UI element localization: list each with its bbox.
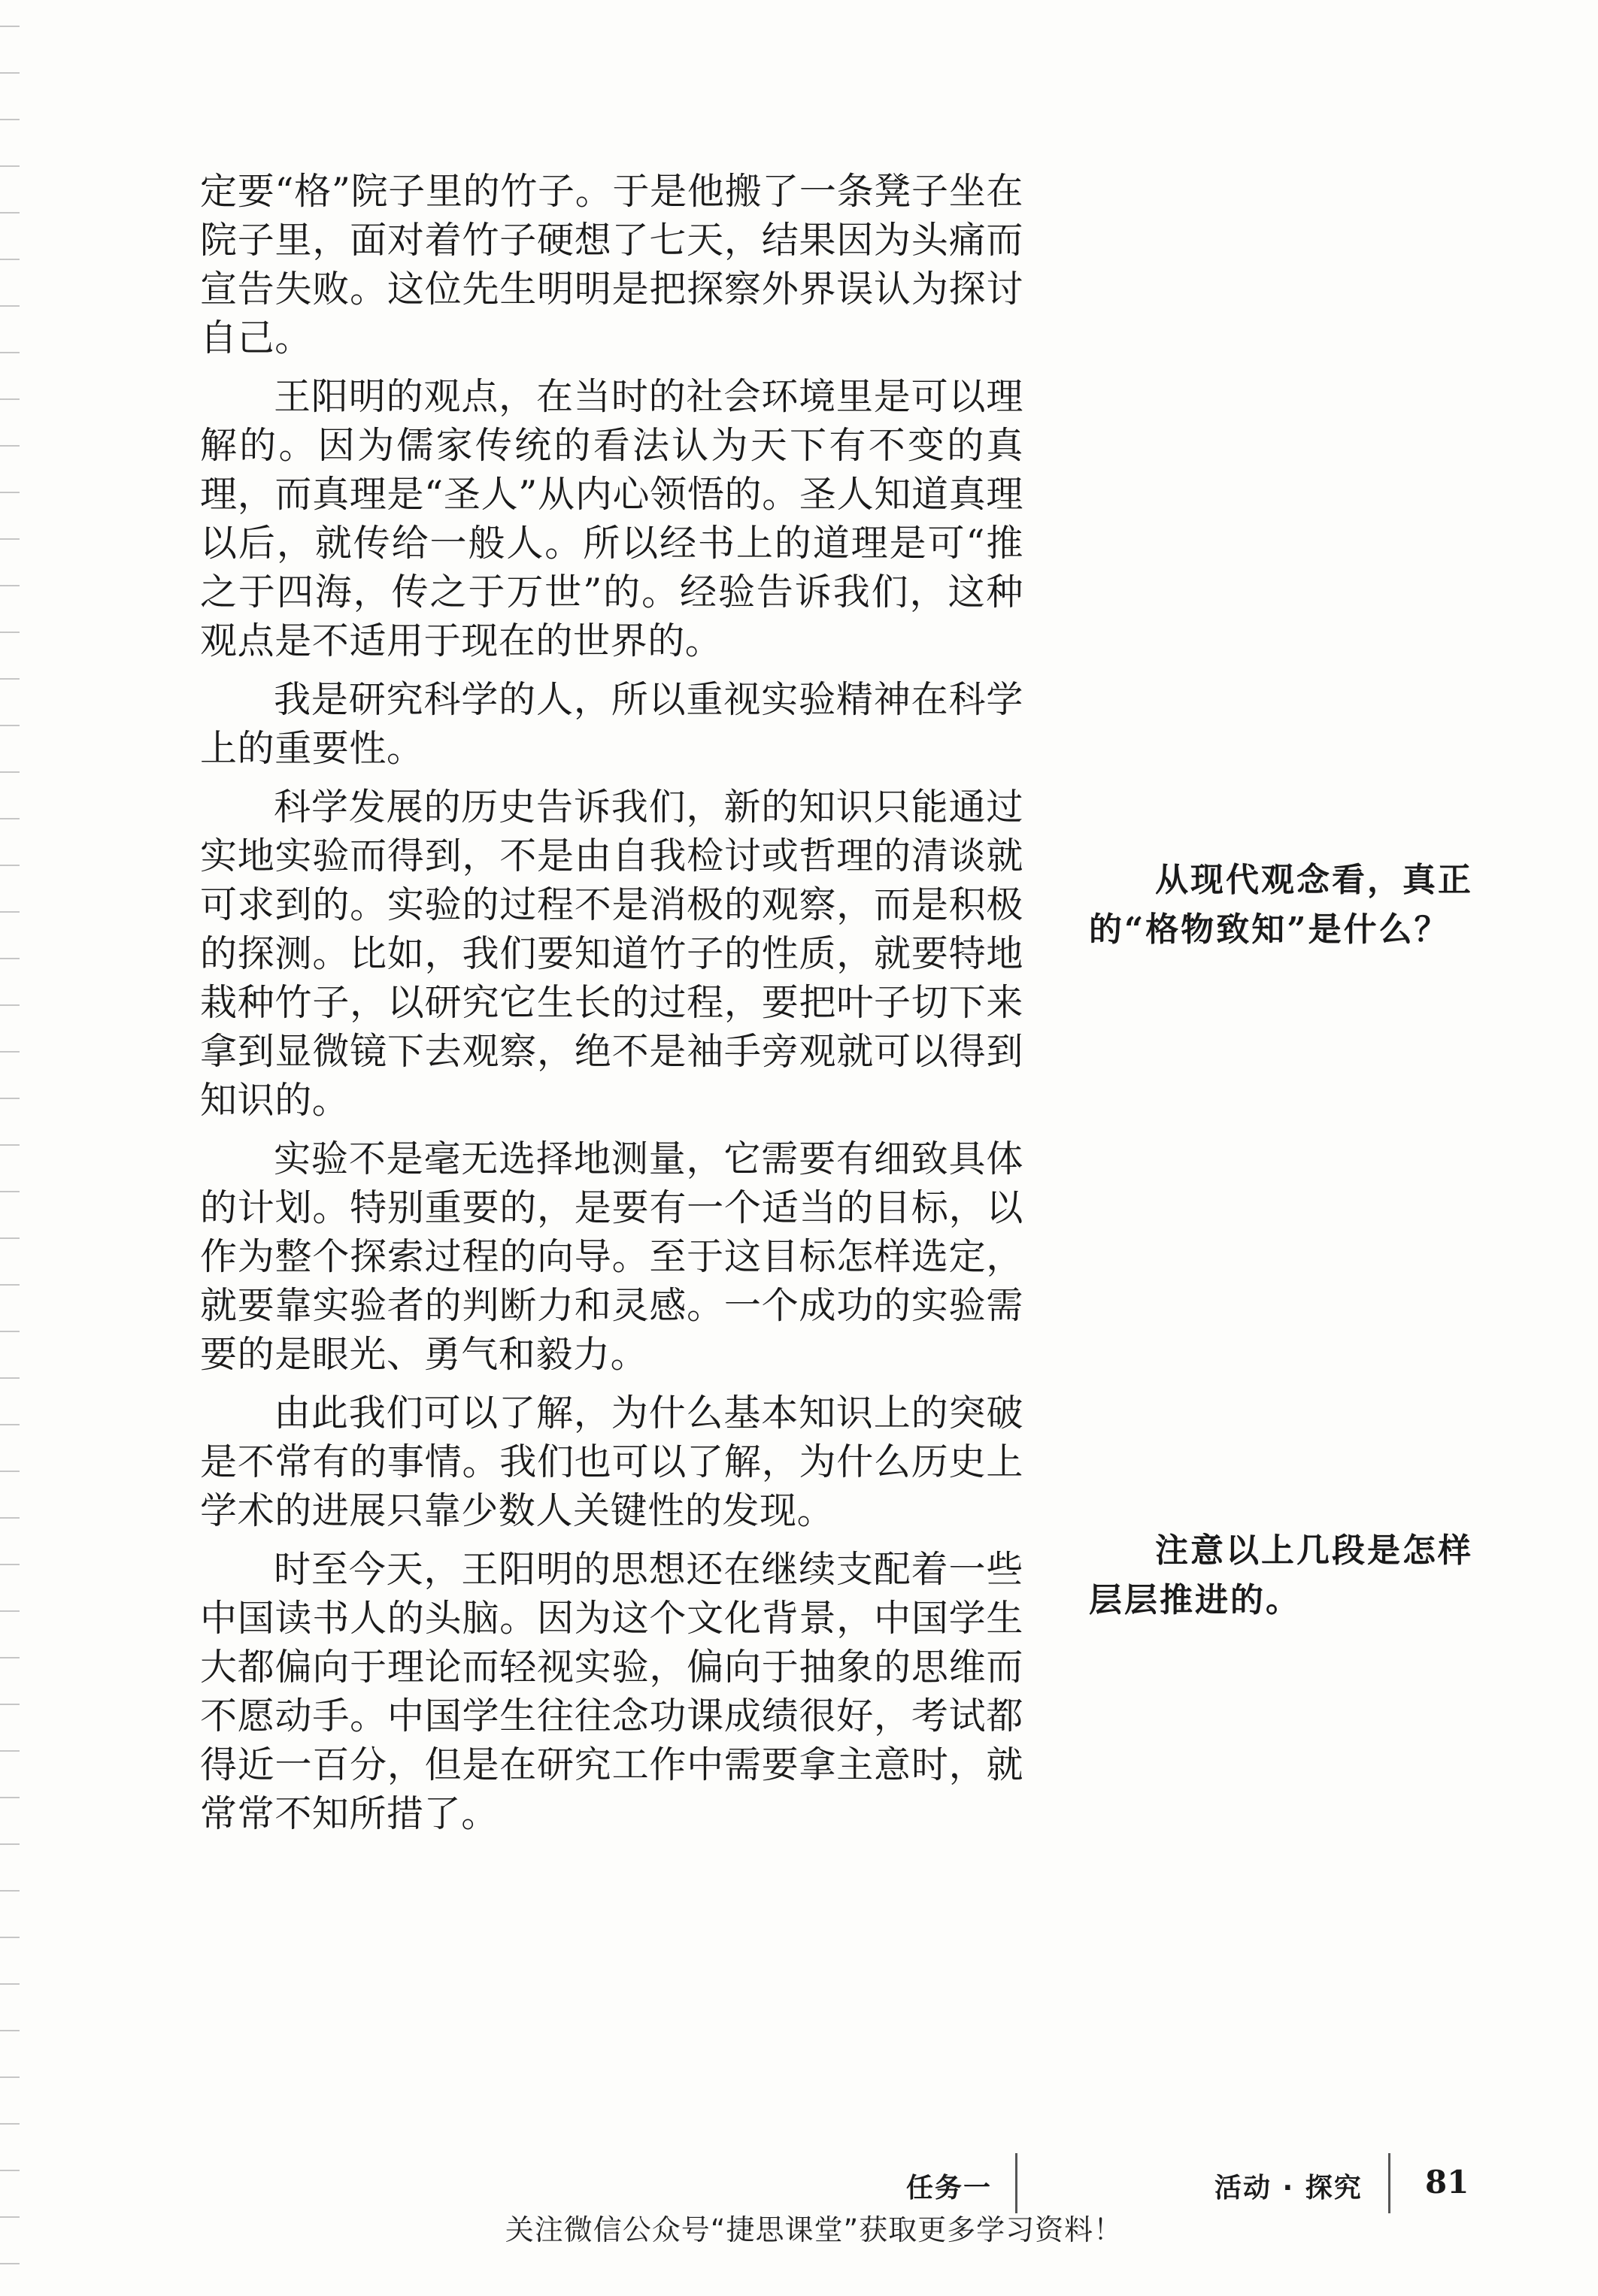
side-note-question: [1089, 856, 1480, 955]
side-note-2-text: 注意以上几段是怎样层层推进的。: [1089, 1531, 1473, 1619]
binding-edge: [0, 0, 20, 2296]
footer-divider: [1388, 2153, 1390, 2213]
paragraph-3: 我是研究科学的人，所以重视实验精神在科学上的重要性。: [200, 678, 1023, 770]
side-note-1-text: 从现代观念看，真正的“格物致知”是什么？: [1089, 861, 1473, 949]
paragraph-1: 定要“格”院子里的竹子。于是他搬了一条凳子坐在院子里，面对着竹子硬想了七天，结果因为头痛而宣告失败。这位先生明明是把探察外界误认为探讨自己。: [200, 170, 1023, 359]
main-text-body: [200, 167, 1023, 1848]
watermark-text: 关注微信公众号“捷思课堂”获取更多学习资料！: [505, 2213, 1123, 2246]
page-number: 81: [1425, 2164, 1469, 2201]
footer-divider: [1015, 2153, 1017, 2213]
footer-task-label: 任务一: [906, 2173, 993, 2204]
paragraph-5: 实验不是毫无选择地测量，它需要有细致具体的计划。特别重要的，是要有一个适当的目标，以作为整个探索过程的向导。至于这目标怎样选定，就要靠实验者的判断力和灵感。一个成功的实验需要的是眼光、勇气和毅力。: [200, 1137, 1023, 1376]
paragraph-6: 由此我们可以了解，为什么基本知识上的突破是不常有的事情。我们也可以了解，为什么历史上学术的进展只靠少数人关键性的发现。: [200, 1392, 1023, 1532]
side-note-structure: [1089, 1526, 1480, 1625]
paragraph-2: 王阳明的观点，在当时的社会环境里是可以理解的。因为儒家传统的看法认为天下有不变的真理，而真理是“圣人”从内心领悟的。圣人知道真理以后，就传给一般人。所以经书上的道理是可“推之于四海，传之于万世”的。经验告诉我们，这种观点是不适用于现在的世界的。: [200, 375, 1023, 662]
paragraph-4: 科学发展的历史告诉我们，新的知识只能通过实地实验而得到，不是由自我检讨或哲理的清谈就可求到的。实验的过程不是消极的观察，而是积极的探测。比如，我们要知道竹子的性质，就要特地栽种竹子，以研究它生长的过程，要把叶子切下来拿到显微镜下去观察，绝不是袖手旁观就可以得到知识的。: [200, 786, 1023, 1122]
footer-activity-label: 活动 · 探究: [1214, 2173, 1363, 2204]
paragraph-7: 时至今天，王阳明的思想还在继续支配着一些中国读书人的头脑。因为这个文化背景，中国学生大都偏向于理论而轻视实验，偏向于抽象的思维而不愿动手。中国学生往往念功课成绩很好，考试都得近一百分，但是在研究工作中需要拿主意时，就常常不知所措了。: [200, 1548, 1023, 1835]
